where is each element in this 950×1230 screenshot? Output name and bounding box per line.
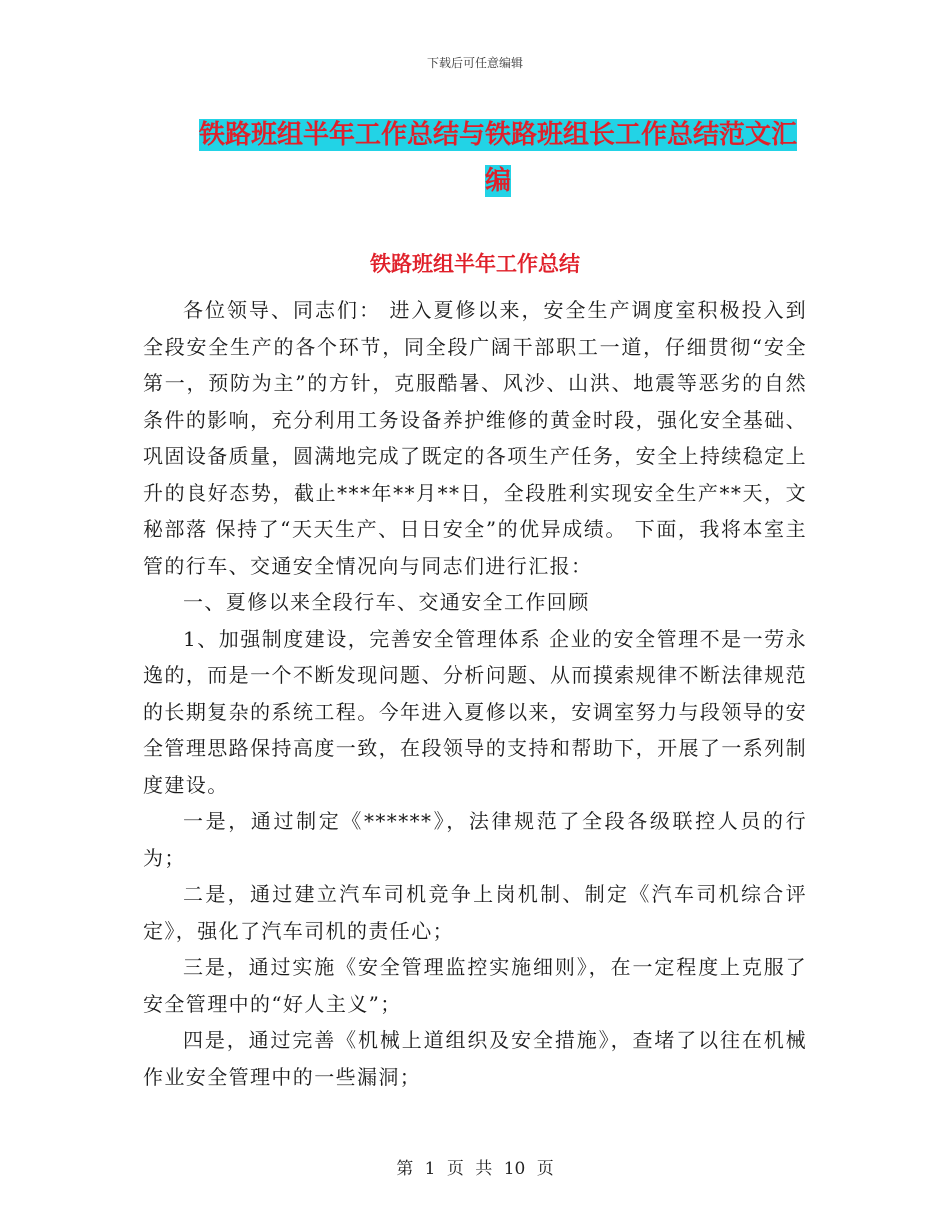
- document-title: [192, 112, 804, 204]
- paragraph-greeting: 各位领导、同志们： 进入夏修以来，安全生产调度室积极投入到全段安全生产的各个环节，同全段广阔干部职工一道，仔细贯彻“安全第一，预防为主”的方针，克服酷暑、风沙、山洪、地震等恶劣的自然条件的影响，充分利用工务设备养护维修的黄金时段，强化安全基础、巩固设备质量，圆满地完成了既定的各项生产任务，安全上持续稳定上升的良好态势，截止***年**月**日，全段胜利实现安全生产**天，文秘部落 保持了“天天生产、日日安全”的优异成绩。 下面，我将本室主管的行车、交通安全情况向与同志们进行汇报：: [143, 298, 807, 578]
- document-body: [143, 292, 807, 1095]
- header-note: 下载后可任意编辑: [426, 56, 523, 70]
- paragraph-system-building: 1、加强制度建设，完善安全管理体系 企业的安全管理不是一劳永逸的，而是一个不断发现问题、分析问题、从而摸索规律不断法律规范的长期复杂的系统工程。今年进入夏修以来，安调室努力与段领导的安全管理思路保持高度一致，在段领导的支持和帮助下，开展了一系列制度建设。: [143, 626, 807, 797]
- paragraph-point-one: 一是，通过制定《******》，法律规范了全段各级联控人员的行为；: [143, 809, 807, 870]
- paragraph-point-two: 二是，通过建立汽车司机竞争上岗机制、制定《汽车司机综合评定》，强化了汽车司机的责任心；: [143, 882, 807, 943]
- section-title: 铁路班组半年工作总结: [370, 252, 580, 276]
- paragraph-point-four: 四是，通过完善《机械上道组织及安全措施》，查堵了以往在机械作业安全管理中的一些漏洞；: [143, 1028, 807, 1089]
- paragraph-point-three: 三是，通过实施《安全管理监控实施细则》，在一定程度上克服了安全管理中的“好人主义”；: [143, 955, 807, 1016]
- document-title-text: 铁路班组半年工作总结与铁路班组长工作总结范文汇编: [198, 120, 797, 196]
- paragraph-heading-review: 一、夏修以来全段行车、交通安全工作回顾: [183, 590, 590, 614]
- page-footer: 第 1 页 共 10 页: [396, 1159, 554, 1179]
